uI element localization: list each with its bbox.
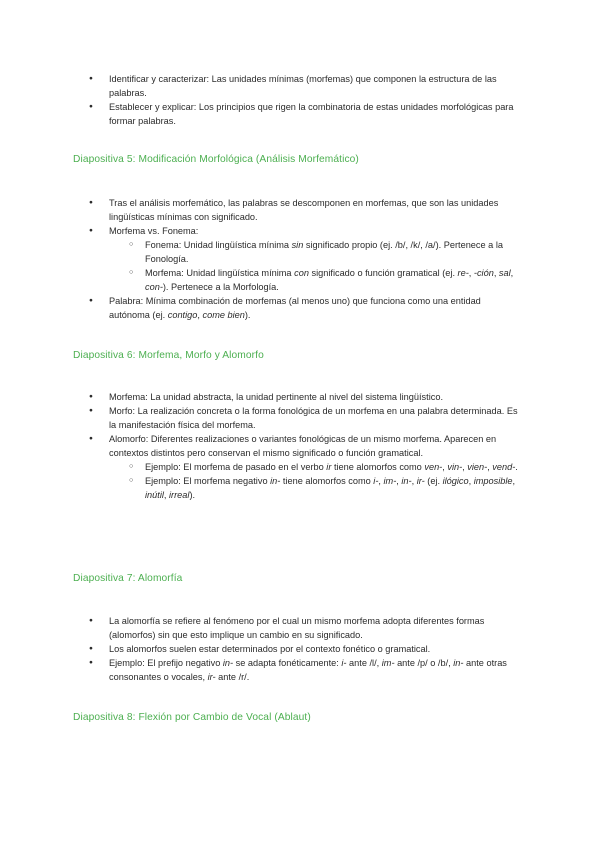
sub-list-item: ○ Fonema: Unidad lingüística mínima sin significado propio (ej. /b/, /k/, /a/). Pertenece a la Fonología.	[0, 238, 520, 266]
sub-list-item: ○ Morfema: Unidad lingüística mínima con significado o función gramatical (ej. re-, -ción, sal, con-). Pertenece a la Morfología.	[0, 266, 520, 294]
slide7-list	[0, 614, 600, 684]
list-item: ● Palabra: Mínima combinación de morfemas (al menos uno) que funciona como una entidad autónoma (ej. contigo, come bien).	[0, 294, 520, 322]
slide6-heading: Diapositiva 6: Morfema, Morfo y Alomorfo	[73, 350, 264, 361]
list-item: ● Los alomorfos suelen estar determinados por el contexto fonético o gramatical.	[0, 642, 520, 656]
list-item: ● Morfema vs. Fonema:	[0, 224, 520, 238]
slide6-list	[0, 390, 600, 502]
list-item: ● Morfema: La unidad abstracta, la unidad pertinente al nivel del sistema lingüístico.	[0, 390, 520, 404]
slide5-heading: Diapositiva 5: Modificación Morfológica (Análisis Morfemático)	[73, 154, 359, 165]
list-item: ● Morfo: La realización concreta o la forma fonológica de un morfema en una palabra determinada. Es la manifestación física del morfema.	[0, 404, 520, 432]
list-item: ● Alomorfo: Diferentes realizaciones o variantes fonológicas de un mismo morfema. Aparecen en contextos distintos pero conservan el mismo significado o función gramatical.	[0, 432, 520, 460]
list-item: ● Tras el análisis morfemático, las palabras se descomponen en morfemas, que son las unidades lingüísticas mínimas con significado.	[0, 196, 520, 224]
slide7-heading: Diapositiva 7: Alomorfía	[73, 573, 183, 584]
sub-list-item: ○ Ejemplo: El morfema de pasado en el verbo ir tiene alomorfos como ven-, vin-, vien-, vend-.	[0, 460, 520, 474]
sub-list-item: ○ Ejemplo: El morfema negativo in- tiene alomorfos como i-, im-, in-, ir- (ej. ilógico, imposible, inútil, irreal).	[0, 474, 520, 502]
list-item: ● Ejemplo: El prefijo negativo in- se adapta fonéticamente: i- ante /l/, im- ante /p/ o /b/, in- ante otras consonantes o vocales, ir- ante /r/.	[0, 656, 520, 684]
intro-list	[0, 72, 600, 128]
slide5-list	[0, 196, 600, 322]
list-item: ● La alomorfía se refiere al fenómeno por el cual un mismo morfema adopta diferentes formas (alomorfos) sin que esto implique un cambio en su significado.	[0, 614, 520, 642]
list-item: ● Establecer y explicar: Los principios que rigen la combinatoria de estas unidades morfológicas para formar palabras.	[0, 100, 520, 128]
slide8-heading: Diapositiva 8: Flexión por Cambio de Vocal (Ablaut)	[73, 712, 311, 723]
list-item: ● Identificar y caracterizar: Las unidades mínimas (morfemas) que componen la estructura de las palabras.	[0, 72, 520, 100]
